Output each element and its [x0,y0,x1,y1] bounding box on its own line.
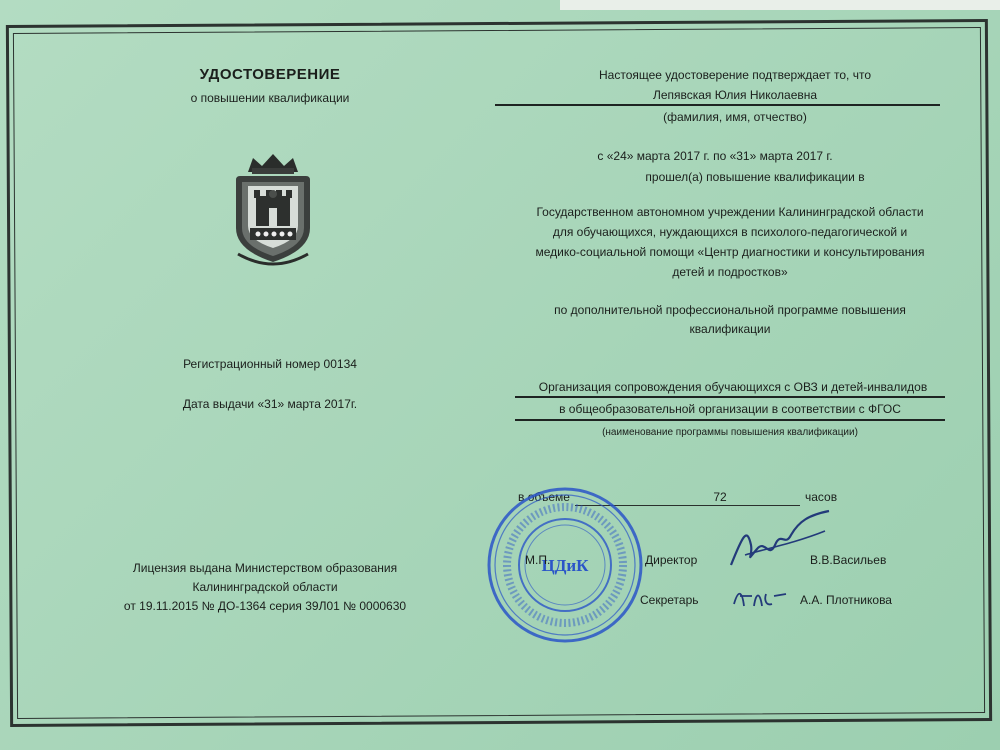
holder-name: Лепявская Юлия Николаевна [652,88,818,102]
organization-line-2: для обучающихся, нуждающихся в психолого-педагогической и [552,225,908,239]
seal-center-text: ЦДиК [541,556,589,575]
completed-text: прошел(а) повышение квалификации в [645,170,865,184]
hours-unit: часов [805,490,838,504]
organization-line-4: детей и подростков» [672,265,788,279]
hours-value: 72 [713,490,727,504]
training-period: с «24» марта 2017 г. по «31» марта 2017 г. [597,149,833,163]
program-underline-1 [515,396,945,398]
official-seal [485,485,645,645]
director-name: В.В.Васильев [810,553,887,567]
organization-line-3: медико-социальной помощи «Центр диагностики и консультирования [535,245,925,259]
program-caption: (наименование программы повышения квалификации) [602,427,858,438]
name-underline [495,104,940,106]
coat-of-arms-icon [228,150,318,270]
secretary-name: А.А. Плотникова [800,593,892,607]
volume-label: в объеме [518,490,570,504]
secretary-signature-icon [730,580,790,614]
program-intro-line-1: по дополнительной профессиональной программе повышения [554,303,906,317]
license-line-2: Калининградской области [192,580,338,594]
registration-number: Регистрационный номер 00134 [183,357,357,371]
name-caption: (фамилия, имя, отчество) [663,110,807,124]
license-line-1: Лицензия выдана Министерством образования [132,561,398,575]
certificate-title: УДОСТОВЕРЕНИЕ [199,66,341,83]
confirm-text: Настоящее удостоверение подтверждает то, что [599,68,871,82]
issue-date: Дата выдачи «31» марта 2017г. [182,397,358,411]
background-paper-edge [560,0,1000,10]
program-title-line-2: в общеобразовательной организации в соответствии с ФГОС [559,402,901,416]
secretary-label: Секретарь [640,593,699,607]
license-line-3: от 19.11.2015 № ДО-1364 серия 39Л01 № 0000630 [123,599,407,613]
program-intro-line-2: квалификации [689,322,771,336]
program-title-line-1: Организация сопровождения обучающихся с ОВЗ и детей-инвалидов [538,380,928,394]
director-label: Директор [645,553,698,567]
seal-placeholder-label: М.П. [525,553,551,567]
organization-line-1: Государственном автономном учреждении Калининградской области [536,205,924,219]
program-underline-2 [515,419,945,421]
certificate-subtitle: о повышении квалификации [190,91,350,105]
